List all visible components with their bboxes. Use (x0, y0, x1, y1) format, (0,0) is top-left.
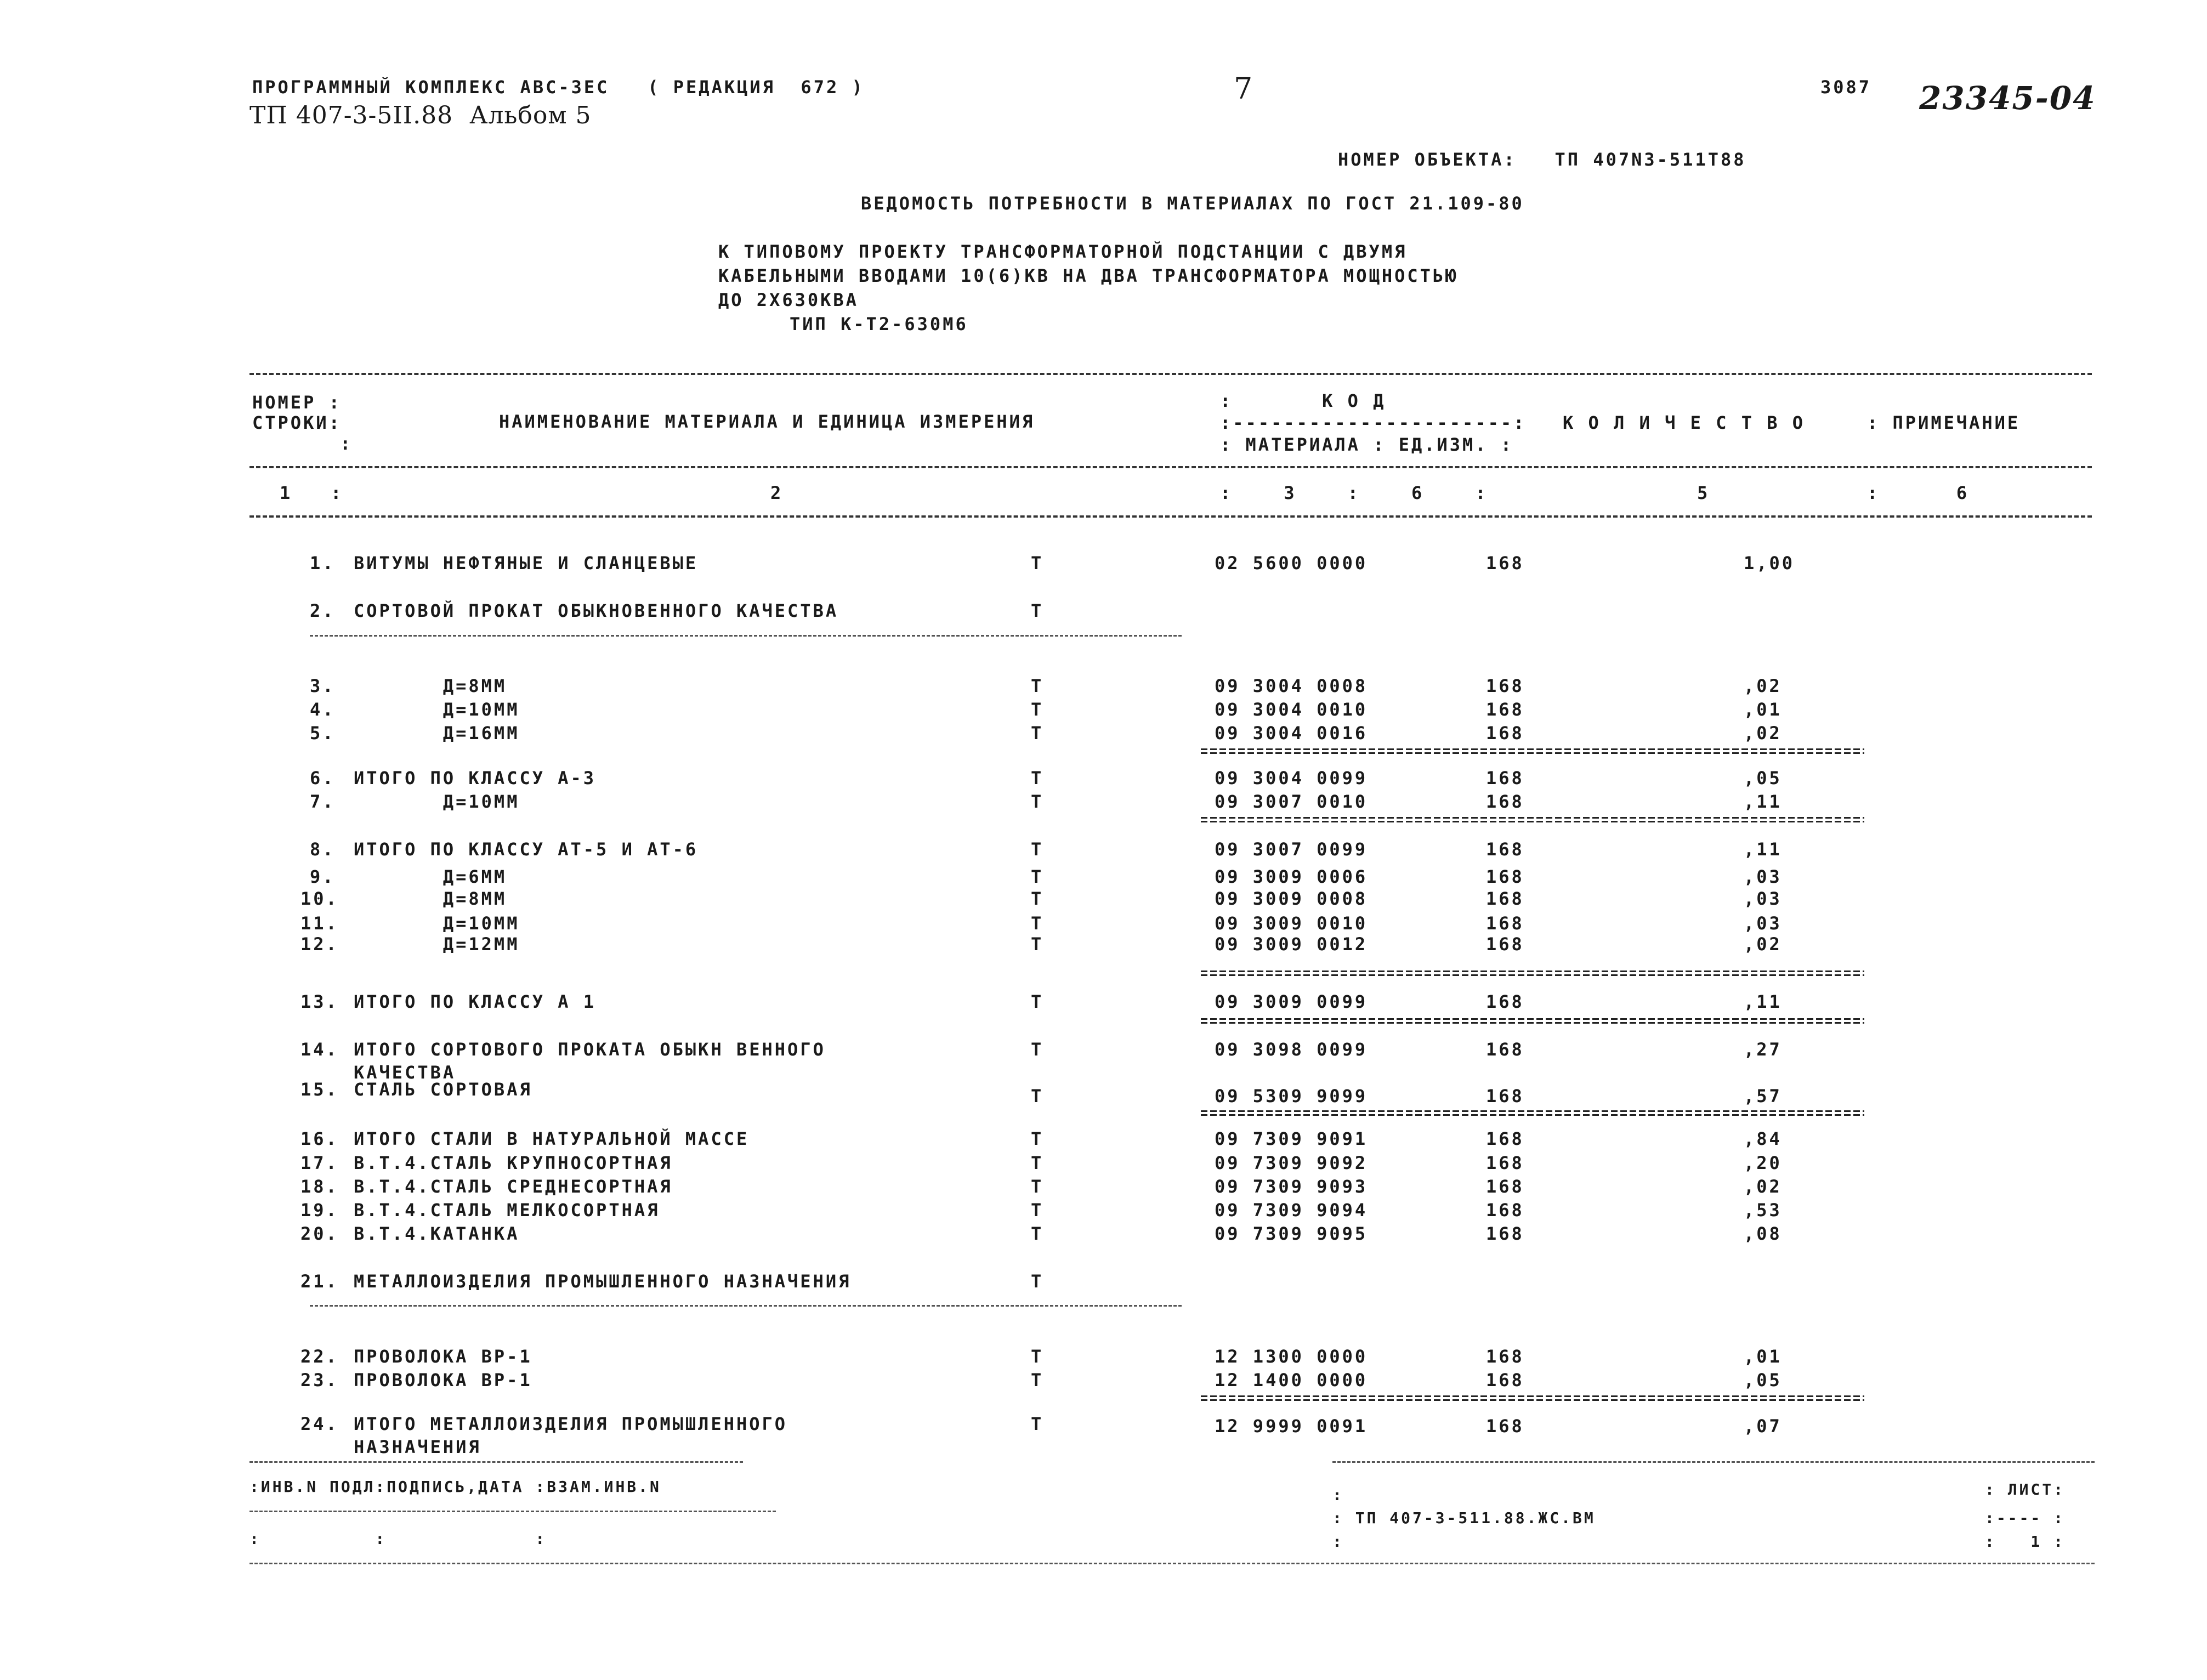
row-unit-code: 168 (1486, 1346, 1524, 1367)
row-material-name-continued: КАЧЕСТВА (354, 1062, 456, 1083)
row-unit-code: 168 (1486, 676, 1524, 696)
row-unit-code: 168 (1486, 1200, 1524, 1221)
subtotal-separator (1201, 1018, 1864, 1024)
handwritten-number: 23345-04 (1919, 80, 2096, 117)
row-unit-code: 168 (1486, 1153, 1524, 1173)
section-underline (310, 635, 1182, 637)
row-unit-code: 168 (1486, 1416, 1524, 1437)
row-quantity: ,03 (1744, 888, 1782, 909)
table-top-border (249, 373, 2092, 375)
row-material-name: В.Т.4.СТАЛЬ КРУПНОСОРТНАЯ (354, 1153, 673, 1173)
col-name-header: НАИМЕНОВАНИЕ МАТЕРИАЛА И ЕДИНИЦА ИЗМЕРЕНИЯ (499, 411, 1035, 432)
row-number: 10. (300, 888, 339, 909)
row-material-name: В.Т.4.СТАЛЬ СРЕДНЕСОРТНАЯ (354, 1176, 673, 1197)
row-material-code: 09 3004 0099 (1215, 768, 1368, 788)
row-quantity: ,20 (1744, 1153, 1782, 1173)
row-material-name: ПРОВОЛОКА ВР-1 (354, 1346, 532, 1367)
row-material-code: 09 3004 0008 (1215, 676, 1368, 696)
row-material-code: 09 5309 9099 (1215, 1086, 1368, 1106)
row-unit: Т (1031, 913, 1044, 934)
row-unit: Т (1031, 1223, 1044, 1244)
row-quantity: ,11 (1744, 791, 1782, 812)
row-quantity: ,02 (1744, 1176, 1782, 1197)
row-unit: Т (1031, 1370, 1044, 1390)
row-quantity: ,11 (1744, 839, 1782, 860)
title-block-colon: : (1332, 1486, 1344, 1504)
section-underline (310, 1305, 1182, 1307)
subtotal-separator (1201, 748, 1864, 754)
row-quantity: ,02 (1744, 723, 1782, 743)
sheet-number: : 1 : (1985, 1533, 2066, 1551)
row-material-name: ИТОГО СОРТОВОГО ПРОКАТА ОБЫКН ВЕННОГО (354, 1039, 826, 1060)
row-unit-code: 168 (1486, 913, 1524, 934)
col-number-header-2: СТРОКИ: (252, 412, 342, 433)
row-number: 15. (300, 1079, 339, 1100)
title-line-2: КАБЕЛЬНЫМИ ВВОДАМИ 10(6)КВ НА ДВА ТРАНСФОРМАТОРА МОЩНОСТЬЮ (718, 265, 1459, 286)
row-material-code: 09 3009 0010 (1215, 913, 1368, 934)
row-unit-code: 168 (1486, 934, 1524, 955)
row-material-code: 09 3004 0016 (1215, 723, 1368, 743)
row-unit: Т (1031, 1086, 1044, 1106)
row-unit-code: 168 (1486, 768, 1524, 788)
row-number: 9. (310, 866, 336, 887)
row-material-name: В.Т.4.СТАЛЬ МЕЛКОСОРТНАЯ (354, 1200, 660, 1221)
row-number: 1. (310, 553, 336, 574)
row-number: 18. (300, 1176, 339, 1197)
row-material-name: ИТОГО ПО КЛАССУ А 1 (354, 991, 597, 1012)
row-number: 14. (300, 1039, 339, 1060)
row-unit-code: 168 (1486, 839, 1524, 860)
row-number: 24. (300, 1414, 339, 1434)
row-quantity: ,11 (1744, 991, 1782, 1012)
row-material-name: Д=10ММ (354, 913, 520, 934)
subtotal-separator (1201, 1395, 1864, 1401)
row-quantity: ,03 (1744, 866, 1782, 887)
row-unit: Т (1031, 723, 1044, 743)
title-block-top-border (1332, 1461, 2095, 1463)
row-number: 20. (300, 1223, 339, 1244)
row-quantity: ,02 (1744, 934, 1782, 955)
row-unit-code: 168 (1486, 1223, 1524, 1244)
row-material-name: Д=16ММ (354, 723, 520, 743)
row-unit: Т (1031, 676, 1044, 696)
subtotal-separator (1201, 1110, 1864, 1116)
col-index-3-4: : 3 : 6 : (1220, 483, 1488, 503)
title-line-3: ДО 2Х630КВА (718, 290, 859, 310)
row-unit: Т (1031, 1176, 1044, 1197)
row-unit-code: 168 (1486, 866, 1524, 887)
row-unit-code: 168 (1486, 1370, 1524, 1390)
stamp-divider (249, 1511, 776, 1512)
row-material-code: 09 7309 9094 (1215, 1200, 1368, 1221)
row-material-name: ИТОГО ПО КЛАССУ А-3 (354, 768, 597, 788)
row-material-name: МЕТАЛЛОИЗДЕЛИЯ ПРОМЫШЛЕННОГО НАЗНАЧЕНИЯ (354, 1271, 852, 1292)
document-title: ВЕДОМОСТЬ ПОТРЕБНОСТИ В МАТЕРИАЛАХ ПО ГОСТ 21.109-80 (861, 193, 1524, 214)
row-unit: Т (1031, 768, 1044, 788)
row-unit-code: 168 (1486, 699, 1524, 720)
document-designation: : ТП 407-3-511.88.ЖС.ВМ (1332, 1509, 1596, 1527)
row-material-name: ИТОГО СТАЛИ В НАТУРАЛЬНОЙ МАССЕ (354, 1128, 750, 1149)
row-material-name: ИТОГО МЕТАЛЛОИЗДЕЛИЯ ПРОМЫШЛЕННОГО (354, 1414, 788, 1434)
col-code-divider: :----------------------: (1220, 412, 1527, 433)
row-material-code: 09 7309 9091 (1215, 1128, 1368, 1149)
row-unit-code: 168 (1486, 1086, 1524, 1106)
row-number: 13. (300, 991, 339, 1012)
col-code-subheader: : МАТЕРИАЛА : ЕД.ИЗМ. : (1220, 434, 1514, 455)
object-number: НОМЕР ОБЪЕКТА: ТП 407N3-511Т88 (1338, 149, 1746, 170)
album-label: ТП 407-3-5II.88 Альбом 5 (249, 101, 592, 129)
row-quantity: ,01 (1744, 699, 1782, 720)
row-quantity: ,27 (1744, 1039, 1782, 1060)
sheet-label: : ЛИСТ: (1985, 1480, 2066, 1499)
row-material-code: 09 3004 0010 (1215, 699, 1368, 720)
row-material-code: 09 3009 0012 (1215, 934, 1368, 955)
row-number: 2. (310, 600, 336, 621)
row-number: 5. (310, 723, 336, 743)
col-index-5: 5 (1697, 483, 1710, 503)
row-material-code: 12 1400 0000 (1215, 1370, 1368, 1390)
row-unit: Т (1031, 1346, 1044, 1367)
row-unit: Т (1031, 1128, 1044, 1149)
col-quantity-header: К О Л И Ч Е С Т В О (1563, 412, 1806, 433)
row-material-name: ВИТУМЫ НЕФТЯНЫЕ И СЛАНЦЕВЫЕ (354, 553, 699, 574)
row-material-code: 09 7309 9093 (1215, 1176, 1368, 1197)
row-unit: Т (1031, 600, 1044, 621)
row-material-code: 02 5600 0000 (1215, 553, 1368, 574)
row-unit: Т (1031, 934, 1044, 955)
stamp-header: :ИНВ.N ПОДЛ:ПОДПИСЬ,ДАТА :ВЗАМ.ИНВ.N (249, 1478, 661, 1496)
row-material-name: Д=10ММ (354, 791, 520, 812)
subtotal-separator (1201, 970, 1864, 976)
col-index-6: : 6 (1867, 483, 1970, 503)
page-bottom-border (249, 1563, 2095, 1564)
row-unit: Т (1031, 888, 1044, 909)
row-material-name: Д=8ММ (354, 676, 507, 696)
row-unit: Т (1031, 866, 1044, 887)
row-quantity: ,02 (1744, 676, 1782, 696)
title-line-1: К ТИПОВОМУ ПРОЕКТУ ТРАНСФОРМАТОРНОЙ ПОДСТАНЦИИ С ДВУМЯ (718, 241, 1408, 262)
row-material-code: 09 7309 9092 (1215, 1153, 1368, 1173)
row-number: 3. (310, 676, 336, 696)
row-material-name: Д=12ММ (354, 934, 520, 955)
row-material-name: В.Т.4.КАТАНКА (354, 1223, 520, 1244)
row-unit: Т (1031, 991, 1044, 1012)
row-material-code: 09 3009 0008 (1215, 888, 1368, 909)
row-unit: Т (1031, 1039, 1044, 1060)
row-quantity: ,05 (1744, 768, 1782, 788)
program-name: ПРОГРАММНЫЙ КОМПЛЕКС АВС-3ЕС ( РЕДАКЦИЯ 672 ) (252, 77, 865, 98)
row-material-name: Д=6ММ (354, 866, 507, 887)
row-unit: Т (1031, 699, 1044, 720)
row-material-code: 12 1300 0000 (1215, 1346, 1368, 1367)
row-unit-code: 168 (1486, 723, 1524, 743)
subtotal-separator (1201, 817, 1864, 822)
row-unit: Т (1031, 553, 1044, 574)
row-number: 11. (300, 913, 339, 934)
row-material-code: 12 9999 0091 (1215, 1416, 1368, 1437)
row-unit-code: 168 (1486, 553, 1524, 574)
row-material-name: СОРТОВОЙ ПРОКАТ ОБЫКНОВЕННОГО КАЧЕСТВА (354, 600, 839, 621)
table-header-bottom-border (249, 515, 2092, 518)
row-number: 8. (310, 839, 336, 860)
row-material-name: ПРОВОЛОКА ВР-1 (354, 1370, 532, 1390)
row-material-code: 09 3098 0099 (1215, 1039, 1368, 1060)
row-unit-code: 168 (1486, 1128, 1524, 1149)
row-unit: Т (1031, 791, 1044, 812)
col-index-1: 1 : (280, 483, 344, 503)
row-material-name: СТАЛЬ СОРТОВАЯ (354, 1079, 532, 1100)
row-quantity: ,01 (1744, 1346, 1782, 1367)
row-number: 7. (310, 791, 336, 812)
row-number: 22. (300, 1346, 339, 1367)
row-unit-code: 168 (1486, 1039, 1524, 1060)
row-quantity: 1,00 (1744, 553, 1795, 574)
row-number: 4. (310, 699, 336, 720)
row-quantity: ,07 (1744, 1416, 1782, 1437)
row-unit: Т (1031, 839, 1044, 860)
col-code-header: : К О Д (1220, 390, 1386, 411)
row-number: 21. (300, 1271, 339, 1292)
row-material-code: 09 7309 9095 (1215, 1223, 1368, 1244)
col-note-header: : ПРИМЕЧАНИЕ (1867, 412, 2021, 433)
row-material-code: 09 3007 0099 (1215, 839, 1368, 860)
stamp-cells: : : : (249, 1530, 547, 1548)
col-number-header-1: НОМЕР : (252, 392, 342, 413)
row-number: 12. (300, 934, 339, 955)
row-unit-code: 168 (1486, 791, 1524, 812)
col-index-2: 2 (770, 483, 784, 503)
row-unit: Т (1031, 1414, 1044, 1434)
row-unit: Т (1031, 1153, 1044, 1173)
title-line-4: ТИП К-Т2-630М6 (790, 314, 968, 334)
page-number: 7 (1234, 71, 1253, 106)
row-quantity: ,03 (1744, 913, 1782, 934)
row-number: 6. (310, 768, 336, 788)
row-number: 23. (300, 1370, 339, 1390)
row-material-name: ИТОГО ПО КЛАССУ АТ-5 И АТ-6 (354, 839, 699, 860)
title-block-colon: : (1332, 1533, 1344, 1551)
document-code: 3087 (1820, 77, 1872, 98)
stamp-top-border (249, 1461, 743, 1463)
row-unit: Т (1031, 1200, 1044, 1221)
row-number: 17. (300, 1153, 339, 1173)
row-material-name: Д=8ММ (354, 888, 507, 909)
row-quantity: ,53 (1744, 1200, 1782, 1221)
row-quantity: ,57 (1744, 1086, 1782, 1106)
row-quantity: ,84 (1744, 1128, 1782, 1149)
row-number: 16. (300, 1128, 339, 1149)
row-quantity: ,08 (1744, 1223, 1782, 1244)
row-material-code: 09 3007 0010 (1215, 791, 1368, 812)
sheet-divider: :---- : (1985, 1509, 2066, 1527)
row-unit-code: 168 (1486, 888, 1524, 909)
row-quantity: ,05 (1744, 1370, 1782, 1390)
row-unit-code: 168 (1486, 1176, 1524, 1197)
table-header-divider (249, 466, 2092, 468)
row-material-code: 09 3009 0099 (1215, 991, 1368, 1012)
col-number-header-3: : (340, 433, 353, 454)
row-material-code: 09 3009 0006 (1215, 866, 1368, 887)
row-unit: Т (1031, 1271, 1044, 1292)
row-material-name: Д=10ММ (354, 699, 520, 720)
row-unit-code: 168 (1486, 991, 1524, 1012)
row-number: 19. (300, 1200, 339, 1221)
row-material-name-continued: НАЗНАЧЕНИЯ (354, 1437, 481, 1457)
